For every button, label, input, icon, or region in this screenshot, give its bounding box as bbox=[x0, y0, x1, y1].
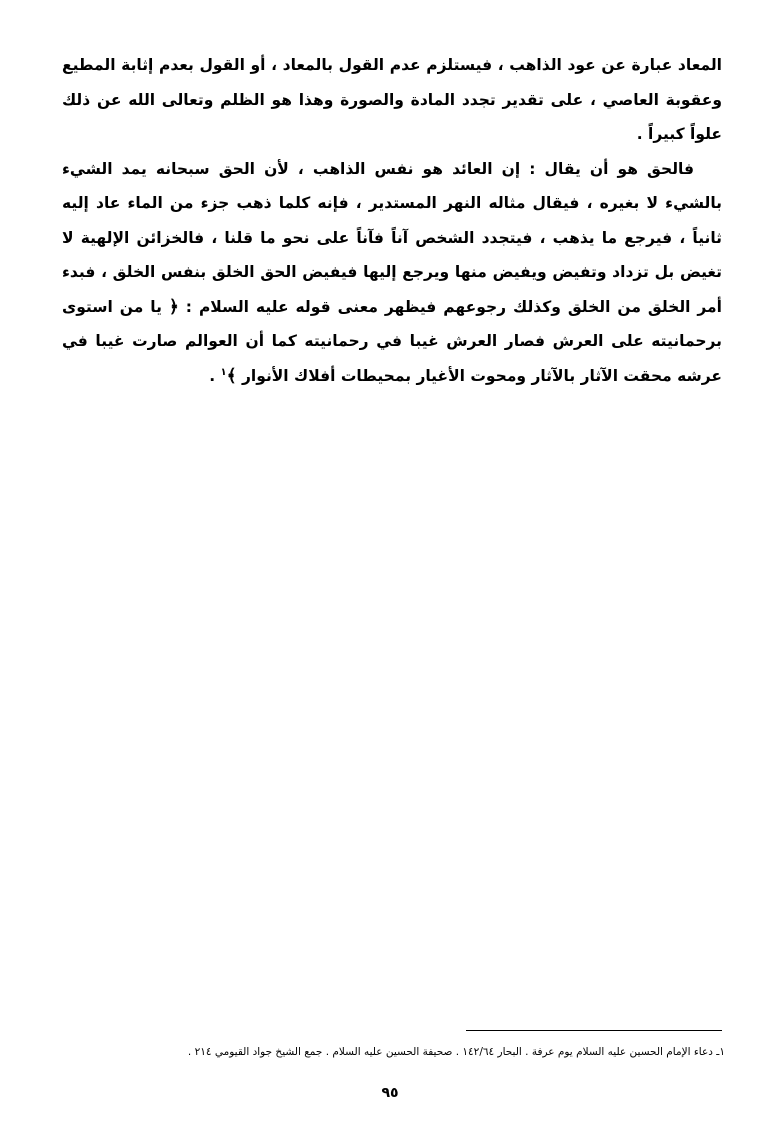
footnote-reference[interactable]: ١ bbox=[220, 366, 227, 378]
paragraph-2-text: فالحق هو أن يقال : إن العائد هو نفس الذاهب ، لأن الحق سبحانه يمد الشيء بالشيء لا بغيره ، فيقال مثاله النهر المستدير ، فإنه كلما ذهب جزء من الماء عاد إليه ثانياً ، فيرجع ما يذهب ، فيتجدد الشخص آناً فآناً على نحو ما قلنا ، فالخزائن الإلهية لا تغيض بل تزداد وتفيض ويفيض منها ويرجع إليها فيفيض الحق الخلق بنفس الخلق ، فبدء أمر الخلق من الخلق وكذلك رجوعهم فيظهر معنى قوله bbox=[62, 159, 722, 316]
paragraph-1: المعاد عبارة عن عود الذاهب ، فيستلزم عدم القول بالمعاد ، أو القول بعدم إثابة المطيع وعقوبة العاصي ، على تقدير تجدد المادة والصورة وهذا هو الظلم وتعالى الله عن ذلك علواً كبيراً . bbox=[62, 56, 722, 143]
footnote-text: ـ دعاء الإمام الحسين عليه السلام يوم عرفة . البحار ١٤٢/٦٤ . صحيفة الحسين عليه السلام . جمع الشيخ جواد القيومي ٢١٤ . bbox=[187, 1046, 720, 1058]
page-number: ٩٥ bbox=[381, 1085, 399, 1101]
honorific: عليه السلام bbox=[198, 297, 289, 316]
body-text bbox=[62, 48, 722, 393]
colon: : bbox=[185, 297, 192, 316]
quote-open-bracket: ﴿ bbox=[168, 296, 179, 317]
footnote bbox=[150, 1044, 725, 1060]
footnote-divider bbox=[466, 1030, 722, 1031]
paragraph-2 bbox=[62, 152, 722, 394]
sentence-end: . bbox=[209, 366, 216, 385]
quote-close-bracket: ﴾ bbox=[226, 365, 237, 386]
quoted-supplication: يا من استوى برحمانيته على العرش فصار العرش غيبا في رحمانيته كما أن العوالم صارت غيبا في عرشه محقت الآثار بالآثار ومحوت الأغيار بمحيطات أفلاك الأنوار bbox=[62, 297, 722, 385]
footnote-marker: ١ bbox=[719, 1046, 725, 1058]
